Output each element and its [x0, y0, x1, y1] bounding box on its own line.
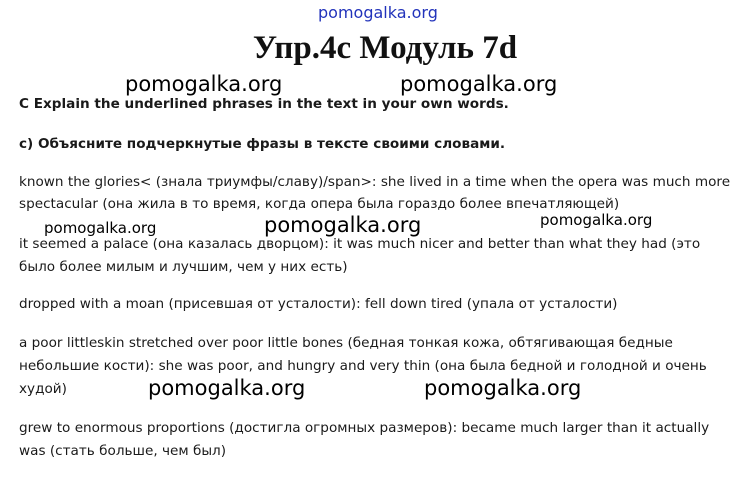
top-site-link[interactable]: pomogalka.org — [318, 3, 438, 22]
instruction-english: C Explain the underlined phrases in the text in your own words. — [19, 96, 509, 112]
entry-5-line-2: was (стать больше, чем был) — [19, 443, 227, 459]
entry-2-line-2: было более милым и лучшим, чем у них есть) — [19, 259, 348, 275]
watermark: pomogalka.org — [400, 72, 558, 96]
entry-1-line-1: known the glories< (знала триумфы/славу)/span>: she lived in a time when the opera was much more — [19, 174, 731, 190]
instruction-russian: с) Объясните подчеркнутые фразы в тексте своими словами. — [19, 136, 506, 152]
entry-1-line-2: spectacular (она жила в то время, когда опера была гораздо более впечатляющей) — [19, 196, 620, 212]
entry-4-line-3: худой) — [19, 381, 67, 397]
watermark: pomogalka.org — [540, 211, 653, 229]
watermark: pomogalka.org — [264, 213, 422, 237]
watermark: pomogalka.org — [44, 219, 157, 237]
page-title-text: Упр.4с Модуль 7d — [252, 30, 518, 66]
entry-3-line-1: dropped with a moan (присевшая от усталости): fell down tired (упала от усталости) — [19, 296, 618, 312]
entry-4-line-2: небольшие кости): she was poor, and hungry and very thin (она была бедной и голодной и очень — [19, 358, 707, 374]
watermark: pomogalka.org — [125, 72, 283, 96]
watermark: pomogalka.org — [424, 376, 582, 400]
page-title — [0, 30, 750, 67]
entry-2-line-1: it seemed a palace (она казалась дворцом): it was much nicer and better than what they had (это — [19, 236, 701, 252]
watermark: pomogalka.org — [148, 376, 306, 400]
entry-4-line-1: a poor littleskin stretched over poor little bones (бедная тонкая кожа, обтягивающая бедные — [19, 335, 673, 351]
entry-5-line-1: grew to enormous proportions (достигла огромных размеров): became much larger than it actually — [19, 420, 710, 436]
